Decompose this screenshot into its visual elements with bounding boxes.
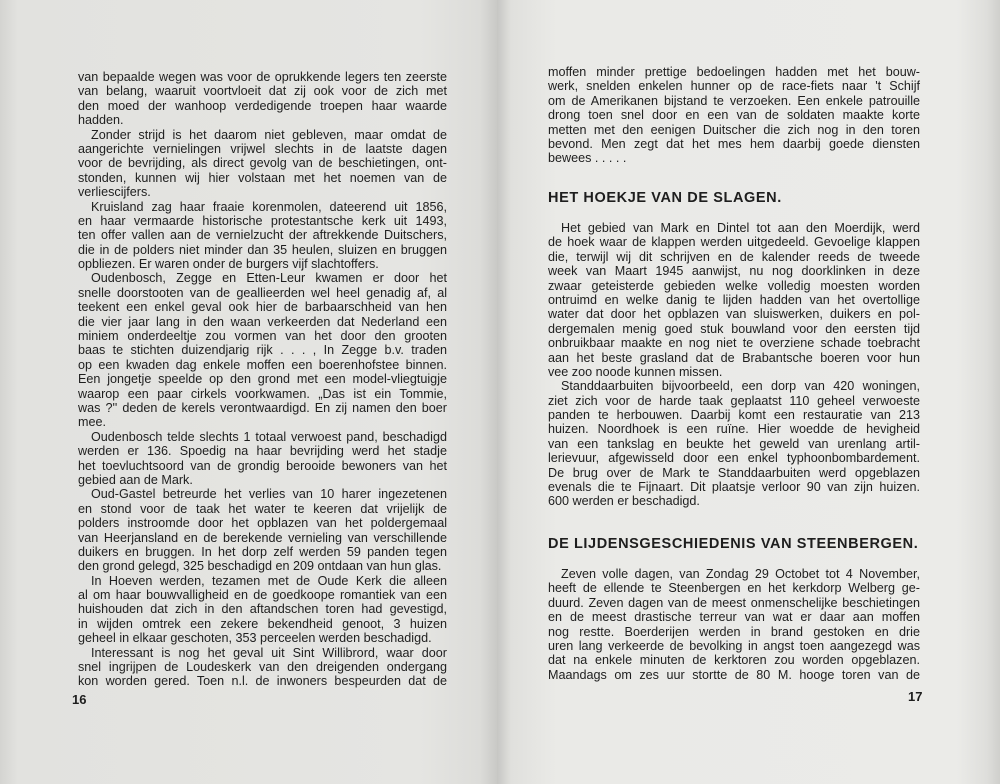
- text-line: drong toen snel door en een van de soldaten maakte korte: [548, 108, 920, 123]
- text-line: en stond voor de taak het water te keeren dat vrijelijk de: [78, 501, 447, 516]
- left-page-text: [78, 70, 447, 689]
- text-line: ontruimd en welke danig te lijden hadden van het overtollige: [548, 292, 920, 307]
- right-page-continuation-text: [548, 65, 920, 166]
- text-line: al om haar bouwvalligheid en de goedkoope romantiek van een: [78, 588, 447, 603]
- text-line: lerievuur, afgewisseld door een enkel typhoonbombardement.: [548, 451, 920, 466]
- text-line: was ?'' deden de kerels verontwaardigd. En zij namen den boer: [78, 400, 447, 415]
- text-line: werden er 136. Spoedig na haar bevrijding werd het stadje: [78, 444, 447, 459]
- text-line: snelle doorstooten van de geallieerden wel heel genadig af, al: [78, 285, 447, 300]
- text-line: op een kwaden dag enkele moffen een boerenhofstee binnen.: [78, 357, 447, 372]
- paragraph: [78, 70, 447, 128]
- text-line: kon worden gered. Toen n.l. de inwoners bespeurden dat de: [78, 674, 447, 689]
- text-line: verliescijfers.: [78, 185, 151, 200]
- text-line: vee zoo noode kunnen missen.: [548, 364, 723, 379]
- paragraph: [78, 200, 447, 272]
- text-line: ziet zich voor de harde taak geplaatst 110 geheel verwoeste: [548, 393, 920, 408]
- text-line: Maandags om zes uur stortte de 80 M. hooge toren van de: [548, 667, 920, 682]
- text-line: van een tankslag en beukte het geweld van urenlang artil-: [548, 436, 920, 451]
- text-line: evenals die te Fijnaart. Dit plaatsje verloor 90 van zijn huizen.: [548, 480, 920, 495]
- text-line: water dat door het opblazen van sluiswerken, duikers en pol-: [548, 307, 920, 322]
- paragraph: [78, 646, 447, 689]
- text-line: baas te stichten duizendjarig rijk . . . , In Zegge b.v. traden: [78, 343, 447, 358]
- text-line: waarop een paar cirkels voorkwamen. „Das ist ein Tommie,: [78, 386, 447, 401]
- paragraph: [78, 430, 447, 488]
- text-line: van bepaalde wegen was voor de oprukkende legers ten zeerste: [78, 70, 447, 84]
- text-line: om de Amerikanen bijstand te verzoeken. Een enkele patrouille: [548, 93, 920, 108]
- text-line: 600 werden er beschadigd.: [548, 494, 700, 509]
- text-line: voor de bevrijding, als direct gevolg van de beschietingen, ont-: [78, 156, 447, 171]
- text-line: ten offer vallen aan de vernielzucht der aftrekkende Duitschers,: [78, 228, 447, 243]
- text-line: Oudenbosch telde slechts 1 totaal verwoest pand, beschadigd: [91, 429, 447, 444]
- text-line: aan het beste grasland dat de Brabantsche boeren voor hun: [548, 350, 920, 365]
- text-line: van belang, waaruit voortvloeit dat zij ook voor de zich met: [78, 84, 447, 99]
- text-line: Zeven volle dagen, van Zondag 29 Octobet tot 4 November,: [561, 567, 920, 581]
- text-line: snel ingrijpen de Loudeskerk van den dreigenden ondergang: [78, 660, 447, 675]
- right-page: [497, 0, 1000, 784]
- text-line: In Hoeven werden, tezamen met de Oude Kerk die alleen: [91, 573, 447, 588]
- text-line: moffen minder prettige bedoelingen hadden met het bouw-: [548, 65, 920, 79]
- text-line: Interessant is nog het geval uit Sint Willibrord, waar door: [91, 645, 447, 660]
- text-line: dat na enkele minuten de kerktoren zou worden opgeblazen.: [548, 653, 920, 668]
- text-line: die in de polders niet minder dan 35 heulen, sluizen en bruggen: [78, 242, 447, 257]
- text-line: en de meest drastische terreur van wat er daar aan moffen: [548, 610, 920, 625]
- text-line: De brug over de Mark te Standdaarbuiten werd opgeblazen: [548, 465, 920, 480]
- paragraph: [78, 574, 447, 646]
- text-line: nog restte. Boerderijen werden in brand gestoken en drie: [548, 624, 920, 639]
- text-line: en haar vermaarde historische protestantsche kerk uit 1493,: [78, 213, 447, 228]
- text-line: Oud-Gastel betreurde het verlies van 10 harer ingezetenen: [91, 487, 447, 502]
- paragraph: [78, 271, 447, 429]
- text-line: onbruikbaar maakte en nog niet te overziene schade toebracht: [548, 336, 920, 351]
- text-line: opbliezen. Er waren onder de burgers vijf slachtoffers.: [78, 257, 379, 272]
- text-line: teekent een enkel geval ook hier de barbaarschheid van hen: [78, 300, 447, 315]
- text-line: gebied aan de Mark.: [78, 472, 193, 487]
- text-line: metten met den eenigen Duitscher die zich nog in den toren: [548, 122, 920, 137]
- text-line: aangerichte vernielingen vrijwel slechts in de laatste dagen: [78, 141, 447, 156]
- page-number-right: 17: [908, 689, 923, 704]
- text-line: den moed der wanhoop verdedigende troepen haar waarde: [78, 98, 447, 113]
- section-text-steenbergen: [548, 567, 920, 682]
- text-line: week van Maart 1945 aanwijst, nu nog doorklinken in deze: [548, 264, 920, 279]
- text-line: mee.: [78, 415, 106, 430]
- section-heading-steenbergen: DE LIJDENSGESCHIEDENIS VAN STEENBERGEN.: [548, 536, 919, 552]
- paragraph: [548, 221, 920, 379]
- section-text-hoekje: [548, 221, 920, 509]
- text-line: zwaar geteisterde gebieden welke volledig moesten worden: [548, 278, 920, 293]
- text-line: die, terwijl wij dit schrijven en de kalender reeds de tweede: [548, 249, 920, 264]
- text-line: dergemalen menig goed stuk bouwland voor den eersten tijd: [548, 321, 920, 336]
- paragraph: [548, 65, 920, 166]
- text-line: uren lang verkeerde de bevolking in angst toen aangezegd was: [548, 638, 920, 653]
- text-line: Oudenbosch, Zegge en Etten-Leur kwamen er door het: [91, 271, 447, 286]
- text-line: duikers en bruggen. In het dorp zelf werden 59 panden tegen: [78, 544, 447, 559]
- text-line: geheel in elkaar geschoten, 353 perceelen werden beschadigd.: [78, 631, 432, 646]
- text-line: hadden.: [78, 113, 124, 128]
- text-line: Zonder strijd is het daarom niet gebleven, maar omdat de: [91, 127, 447, 142]
- text-line: Standdaarbuiten bijvoorbeeld, een dorp van 420 woningen,: [561, 379, 920, 394]
- text-line: duurd. Zeven dagen van de meest onmenschelijke beschietingen: [548, 595, 920, 610]
- paragraph: [78, 128, 447, 200]
- text-line: polders instroomde door het opblazen van het poldergemaal: [78, 516, 447, 531]
- text-line: bewees . . . . .: [548, 151, 627, 166]
- paragraph: [78, 487, 447, 573]
- text-line: Kruisland zag haar fraaie korenmolen, dateerend uit 1856,: [91, 199, 447, 214]
- text-line: Een jongetje speelde op den grond met een model-vliegtuigje: [78, 372, 447, 387]
- text-line: heeft de ellende te Steenbergen en het kerkdorp Welberg ge-: [548, 581, 920, 596]
- text-line: stonden, kunnen wij hier volstaan met het noemen van de: [78, 170, 447, 185]
- text-line: miniem onderdeeltje zou vormen van het door den grooten: [78, 329, 447, 344]
- text-line: bevond. Men zegt dat het mes hem daarbij goede diensten: [548, 136, 920, 151]
- text-line: huishouden dat zich in den aftandschen toren had gevestigd,: [78, 602, 447, 617]
- text-line: de hoek waar de klappen werden uitgedeeld. Gevoelige klappen: [548, 235, 920, 250]
- text-line: van Heerjansland en de berekende vernieling van verschillende: [78, 530, 447, 545]
- paragraph: [548, 379, 920, 509]
- text-line: in wijden omtrek een zekere bekendheid genoot, 3 huizen: [78, 616, 447, 631]
- text-line: panden te herbouwen. Daarbij komt een restauratie van 213: [548, 408, 920, 423]
- page-number-left: 16: [72, 692, 87, 707]
- text-line: Het gebied van Mark en Dintel tot aan den Moerdijk, werd: [561, 221, 920, 235]
- text-line: werk, snelden enkelen hunner op de race-fiets naar 't Schijf: [548, 79, 920, 94]
- text-line: den grond gelegd, 325 beschadigd en 209 ontdaan van hun glas.: [78, 559, 442, 574]
- paragraph: [548, 567, 920, 682]
- text-line: huizen. Noordhoek is een ruïne. Hier woedde de hevigheid: [548, 422, 920, 437]
- text-line: het toevluchtsoord van de grondig berooide bewoners van het: [78, 458, 447, 473]
- section-heading-hoekje: HET HOEKJE VAN DE SLAGEN.: [548, 190, 782, 206]
- left-page: [0, 0, 497, 784]
- text-line: die vier jaar lang in den waan verkeerden dat Nederland een: [78, 314, 447, 329]
